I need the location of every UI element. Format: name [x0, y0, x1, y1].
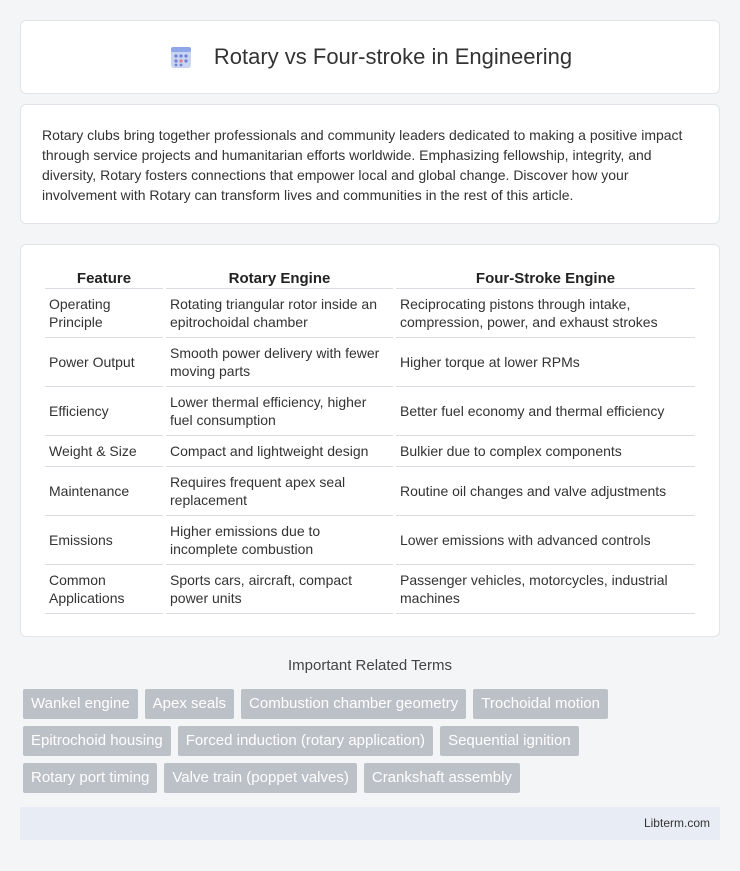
cell-feature: Operating Principle: [45, 289, 163, 338]
comparison-table-card: [20, 244, 720, 637]
tag-row: [23, 689, 683, 719]
cell-rotary: Rotating triangular rotor inside an epitrochoidal chamber: [166, 289, 393, 338]
tag-rotary-port-timing[interactable]: Rotary port timing: [23, 763, 157, 793]
tag-crankshaft-assembly[interactable]: Crankshaft assembly: [364, 763, 520, 793]
tag-forced-induction[interactable]: Forced induction (rotary application): [178, 726, 433, 756]
intro-paragraph: Rotary clubs bring together professionals and community leaders dedicated to making a positive impact through service projects and humanitarian efforts worldwide. Emphasizing fellowship, integrity, and diversity, Rotary fosters connections that empower local and global change. Discover how your involvement with Rotary can transform lives and communities in the rest of this article.: [42, 127, 683, 203]
cell-four-stroke: Passenger vehicles, motorcycles, industrial machines: [396, 565, 695, 614]
footer-site-link[interactable]: Libterm.com: [643, 816, 710, 830]
table-header-row: [45, 268, 695, 289]
tag-sequential-ignition[interactable]: Sequential ignition: [440, 726, 579, 756]
footer: [20, 807, 720, 840]
table-row: [45, 387, 695, 436]
table-row: [45, 289, 695, 338]
header-feature: Feature: [45, 268, 163, 289]
header-rotary: Rotary Engine: [166, 268, 393, 289]
cell-rotary: Smooth power delivery with fewer moving parts: [166, 338, 393, 387]
cell-four-stroke: Higher torque at lower RPMs: [396, 338, 695, 387]
table-row: [45, 467, 695, 516]
cell-feature: Emissions: [45, 516, 163, 565]
cell-feature: Power Output: [45, 338, 163, 387]
tag-epitrochoid-housing[interactable]: Epitrochoid housing: [23, 726, 171, 756]
tag-row: [23, 763, 683, 793]
cell-feature: Maintenance: [45, 467, 163, 516]
cell-rotary: Compact and lightweight design: [166, 436, 393, 467]
tag-wankel-engine[interactable]: Wankel engine: [23, 689, 138, 719]
header-card: [20, 20, 720, 94]
cell-rotary: Lower thermal efficiency, higher fuel consumption: [166, 387, 393, 436]
comparison-table: [42, 268, 698, 614]
header-four-stroke: Four-Stroke Engine: [396, 268, 695, 289]
cell-four-stroke: Reciprocating pistons through intake, compression, power, and exhaust strokes: [396, 289, 695, 338]
cell-four-stroke: Bulkier due to complex components: [396, 436, 695, 467]
tag-trochoidal-motion[interactable]: Trochoidal motion: [473, 689, 608, 719]
related-terms: [23, 689, 683, 800]
cell-feature: Weight & Size: [45, 436, 163, 467]
cell-feature: Efficiency: [45, 387, 163, 436]
intro-card: [20, 104, 720, 224]
table-row: [45, 565, 695, 614]
table-row: [45, 338, 695, 387]
cell-four-stroke: Lower emissions with advanced controls: [396, 516, 695, 565]
tag-apex-seals[interactable]: Apex seals: [145, 689, 234, 719]
cell-four-stroke: Better fuel economy and thermal efficiency: [396, 387, 695, 436]
cell-rotary: Sports cars, aircraft, compact power units: [166, 565, 393, 614]
cell-four-stroke: Routine oil changes and valve adjustments: [396, 467, 695, 516]
table-row: [45, 436, 695, 467]
tag-valve-train[interactable]: Valve train (poppet valves): [164, 763, 356, 793]
table-row: [45, 516, 695, 565]
cell-rotary: Higher emissions due to incomplete combustion: [166, 516, 393, 565]
tag-row: [23, 726, 683, 756]
related-terms-title: Important Related Terms: [288, 657, 452, 674]
page-title: Rotary vs Four-stroke in Engineering: [213, 44, 573, 69]
cell-rotary: Requires frequent apex seal replacement: [166, 467, 393, 516]
cell-feature: Common Applications: [45, 565, 163, 614]
document-grid-icon: [168, 44, 194, 70]
title-wrap: [21, 21, 719, 93]
tag-combustion-chamber-geometry[interactable]: Combustion chamber geometry: [241, 689, 466, 719]
